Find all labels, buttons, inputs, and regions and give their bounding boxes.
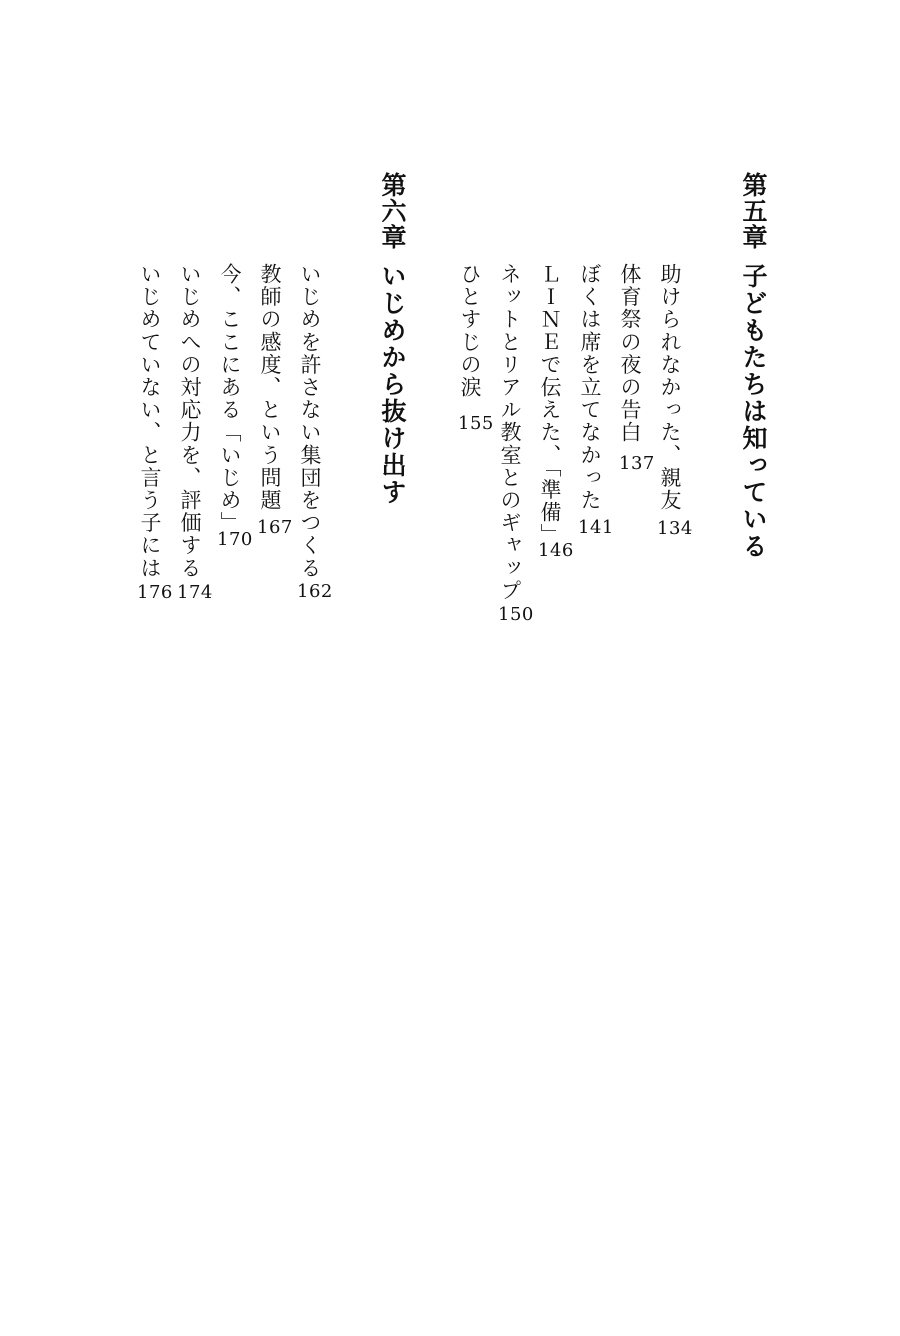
toc-entry-page: 146 bbox=[538, 540, 574, 561]
chapter-6-label: 第六章 bbox=[378, 172, 407, 250]
toc-entry-page: 174 bbox=[177, 582, 213, 603]
toc-entry-title: ＬＩＮＥで伝えた、「準備」 bbox=[538, 263, 562, 547]
toc-entry-title: 今、ここにある「いじめ」 bbox=[218, 263, 242, 535]
toc-entry-page: 134 bbox=[657, 518, 693, 539]
toc-entry-page: 150 bbox=[498, 604, 534, 625]
toc-entry-title: いじめていない、と言う子には bbox=[138, 263, 162, 580]
toc-entry-page: 137 bbox=[619, 453, 655, 474]
toc-entry-title: いじめを許さない集団をつくる bbox=[298, 263, 322, 580]
toc-entry-title: ぼくは席を立てなかった bbox=[578, 263, 602, 512]
chapter-5-label: 第五章 bbox=[739, 172, 768, 250]
toc-entry-title: 教師の感度、という問題 bbox=[258, 263, 282, 512]
toc-entry-title: いじめへの対応力を、評価する bbox=[178, 263, 202, 580]
chapter-6-title: いじめから抜け出す bbox=[378, 263, 407, 506]
toc-entry-page: 167 bbox=[257, 517, 293, 538]
toc-entry-title: 助けられなかった、親友 bbox=[658, 263, 682, 512]
toc-entry-page: 170 bbox=[217, 529, 253, 550]
toc-entry-page: 162 bbox=[297, 581, 333, 602]
toc-entry-page: 176 bbox=[137, 582, 173, 603]
chapter-5-title: 子どもたちは知っている bbox=[739, 263, 768, 560]
toc-entry-page: 155 bbox=[458, 413, 494, 434]
toc-entry-title: 体育祭の夜の告白 bbox=[618, 263, 642, 444]
toc-entry-title: ネットとリアル教室とのギャップ bbox=[498, 263, 522, 602]
toc-entry-title: ひとすじの涙 bbox=[458, 263, 482, 399]
toc-entry-page: 141 bbox=[578, 517, 614, 538]
